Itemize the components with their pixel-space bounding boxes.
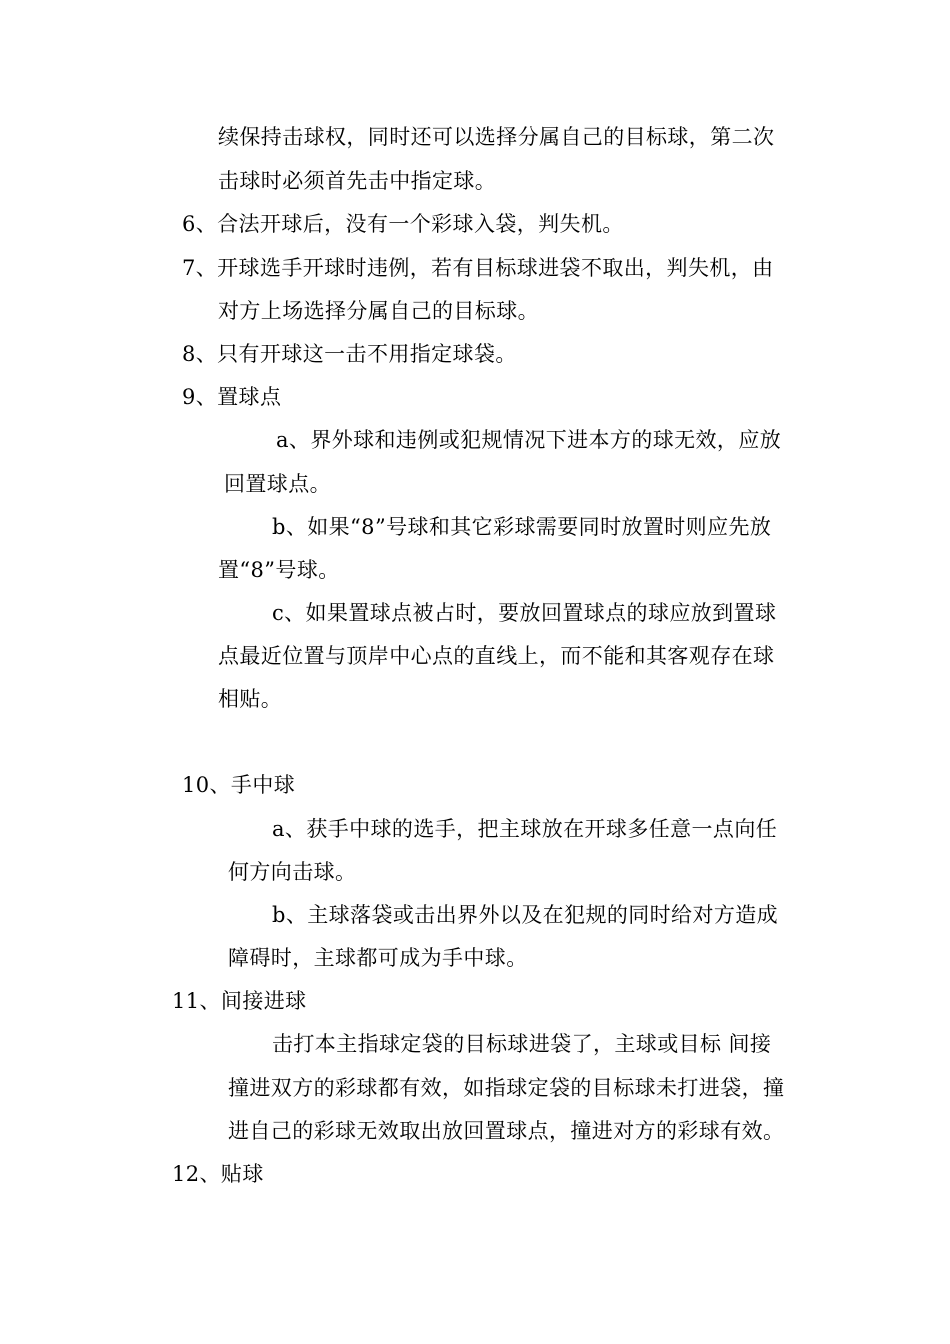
section-heading: 11、间接进球	[172, 989, 307, 1013]
text-line: 撞进双方的彩球都有效，如指球定袋的目标球未打进袋，撞	[228, 1076, 785, 1100]
text-line: b、如果“8”号球和其它彩球需要同时放置时则应先放	[272, 515, 772, 539]
text-line: 6、合法开球后，没有一个彩球入袋，判失机。	[182, 212, 624, 236]
text-line: 相贴。	[218, 687, 283, 711]
text-line: 击球时必须首先击中指定球。	[218, 169, 497, 193]
section-heading: 12、贴球	[172, 1162, 264, 1186]
text-line: b、主球落袋或击出界外以及在犯规的同时给对方造成	[272, 903, 779, 927]
text-line: 点最近位置与顶岸中心点的直线上，而不能和其客观存在球	[218, 644, 775, 668]
section-heading: 10、手中球	[182, 773, 296, 797]
text-line: 进自己的彩球无效取出放回置球点，撞进对方的彩球有效。	[228, 1119, 785, 1143]
text-line: 置“8”号球。	[218, 558, 340, 582]
text-line: 8、只有开球这一击不用指定球袋。	[182, 342, 517, 366]
text-line: c、如果置球点被占时，要放回置球点的球应放到置球	[272, 601, 777, 625]
text-line: 续保持击球权，同时还可以选择分属自己的目标球，第二次	[218, 125, 775, 149]
text-line: a、获手中球的选手，把主球放在开球多任意一点向任	[272, 817, 778, 841]
text-line: 对方上场选择分属自己的目标球。	[218, 299, 539, 323]
text-line: 7、开球选手开球时违例，若有目标球进袋不取出，判失机，由	[182, 256, 774, 280]
text-line: 回置球点。	[224, 472, 331, 496]
text-line: 障碍时，主球都可成为手中球。	[228, 946, 528, 970]
section-heading: 9、置球点	[182, 385, 282, 409]
text-line: a、界外球和违例或犯规情况下进本方的球无效，应放	[276, 428, 782, 452]
text-line: 击打本主指球定袋的目标球进袋了，主球或目标 间接	[272, 1032, 772, 1056]
text-line: 何方向击球。	[228, 860, 357, 884]
